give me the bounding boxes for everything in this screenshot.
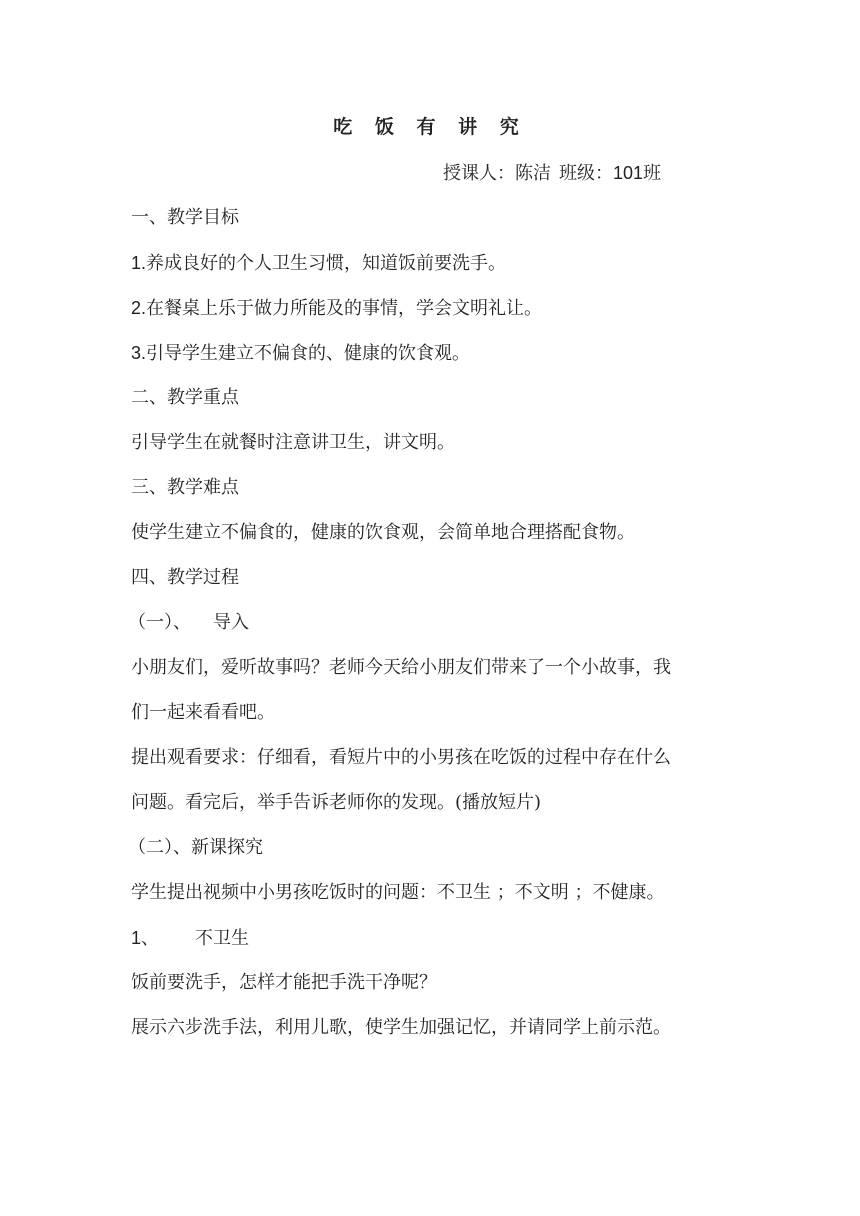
handwash-paragraph: 展示六步洗手法，利用儿歌，使学生加强记忆，并请同学上前示范。 [131, 1017, 671, 1038]
goal-number: 2. [131, 298, 147, 318]
goal-text: 在餐桌上乐于做力所能及的事情，学会文明礼让。 [146, 298, 543, 319]
watch-paragraph-line-1: 提出观看要求：仔细看，看短片中的小男孩在吃饭的过程中存在什么 [131, 747, 671, 768]
subsection-title: 导入 [213, 612, 249, 633]
goal-text: 引导学生建立不偏食的、健康的饮食观。 [146, 343, 471, 364]
goal-item-2 [131, 295, 542, 322]
point-number: 1、 [131, 928, 160, 948]
author-line [443, 160, 661, 187]
goal-text: 养成良好的个人卫生习惯，知道饭前要洗手。 [146, 253, 507, 274]
class-number: 101 [612, 163, 643, 183]
subsection-heading-intro [128, 610, 249, 636]
class-label: 班级： [558, 163, 613, 184]
goal-item-1 [131, 250, 506, 277]
intro-paragraph-line-1: 小朋友们，爱听故事吗？老师今天给小朋友们带来了一个小故事，我 [131, 657, 671, 678]
key-points-text: 引导学生在就餐时注意讲卫生，讲文明。 [131, 432, 455, 453]
handwash-question: 饭前要洗手，怎样才能把手洗干净呢？ [131, 972, 437, 993]
section-heading-goals: 一、教学目标 [131, 207, 239, 228]
goal-number: 3. [131, 343, 147, 363]
subsection-prefix: （一）、 [128, 612, 191, 633]
problems-paragraph: 学生提出视频中小男孩吃饭时的问题：不卫生 ；不文明 ；不健康。 [131, 882, 665, 903]
class-suffix: 班 [643, 163, 661, 184]
point-title: 不卫生 [195, 928, 250, 949]
author-label: 授课人：陈洁 [442, 163, 551, 184]
goal-number: 1. [131, 253, 147, 273]
document-title: 吃 饭 有 讲 究 [333, 116, 527, 138]
point-heading-hygiene [131, 925, 249, 952]
watch-paragraph-line-2: 问题。看完后，举手告诉老师你的发现。(播放短片) [131, 792, 542, 813]
section-heading-process: 四、教学过程 [131, 567, 239, 588]
subsection-heading-explore: （二）、新课探究 [128, 837, 263, 858]
goal-item-3 [131, 340, 470, 367]
section-heading-difficulties: 三、教学难点 [131, 477, 239, 498]
difficulties-text: 使学生建立不偏食的，健康的饮食观，会简单地合理搭配食物。 [131, 522, 635, 543]
section-heading-key-points: 二、教学重点 [131, 387, 239, 408]
intro-paragraph-line-2: 们一起来看看吧。 [131, 702, 275, 723]
